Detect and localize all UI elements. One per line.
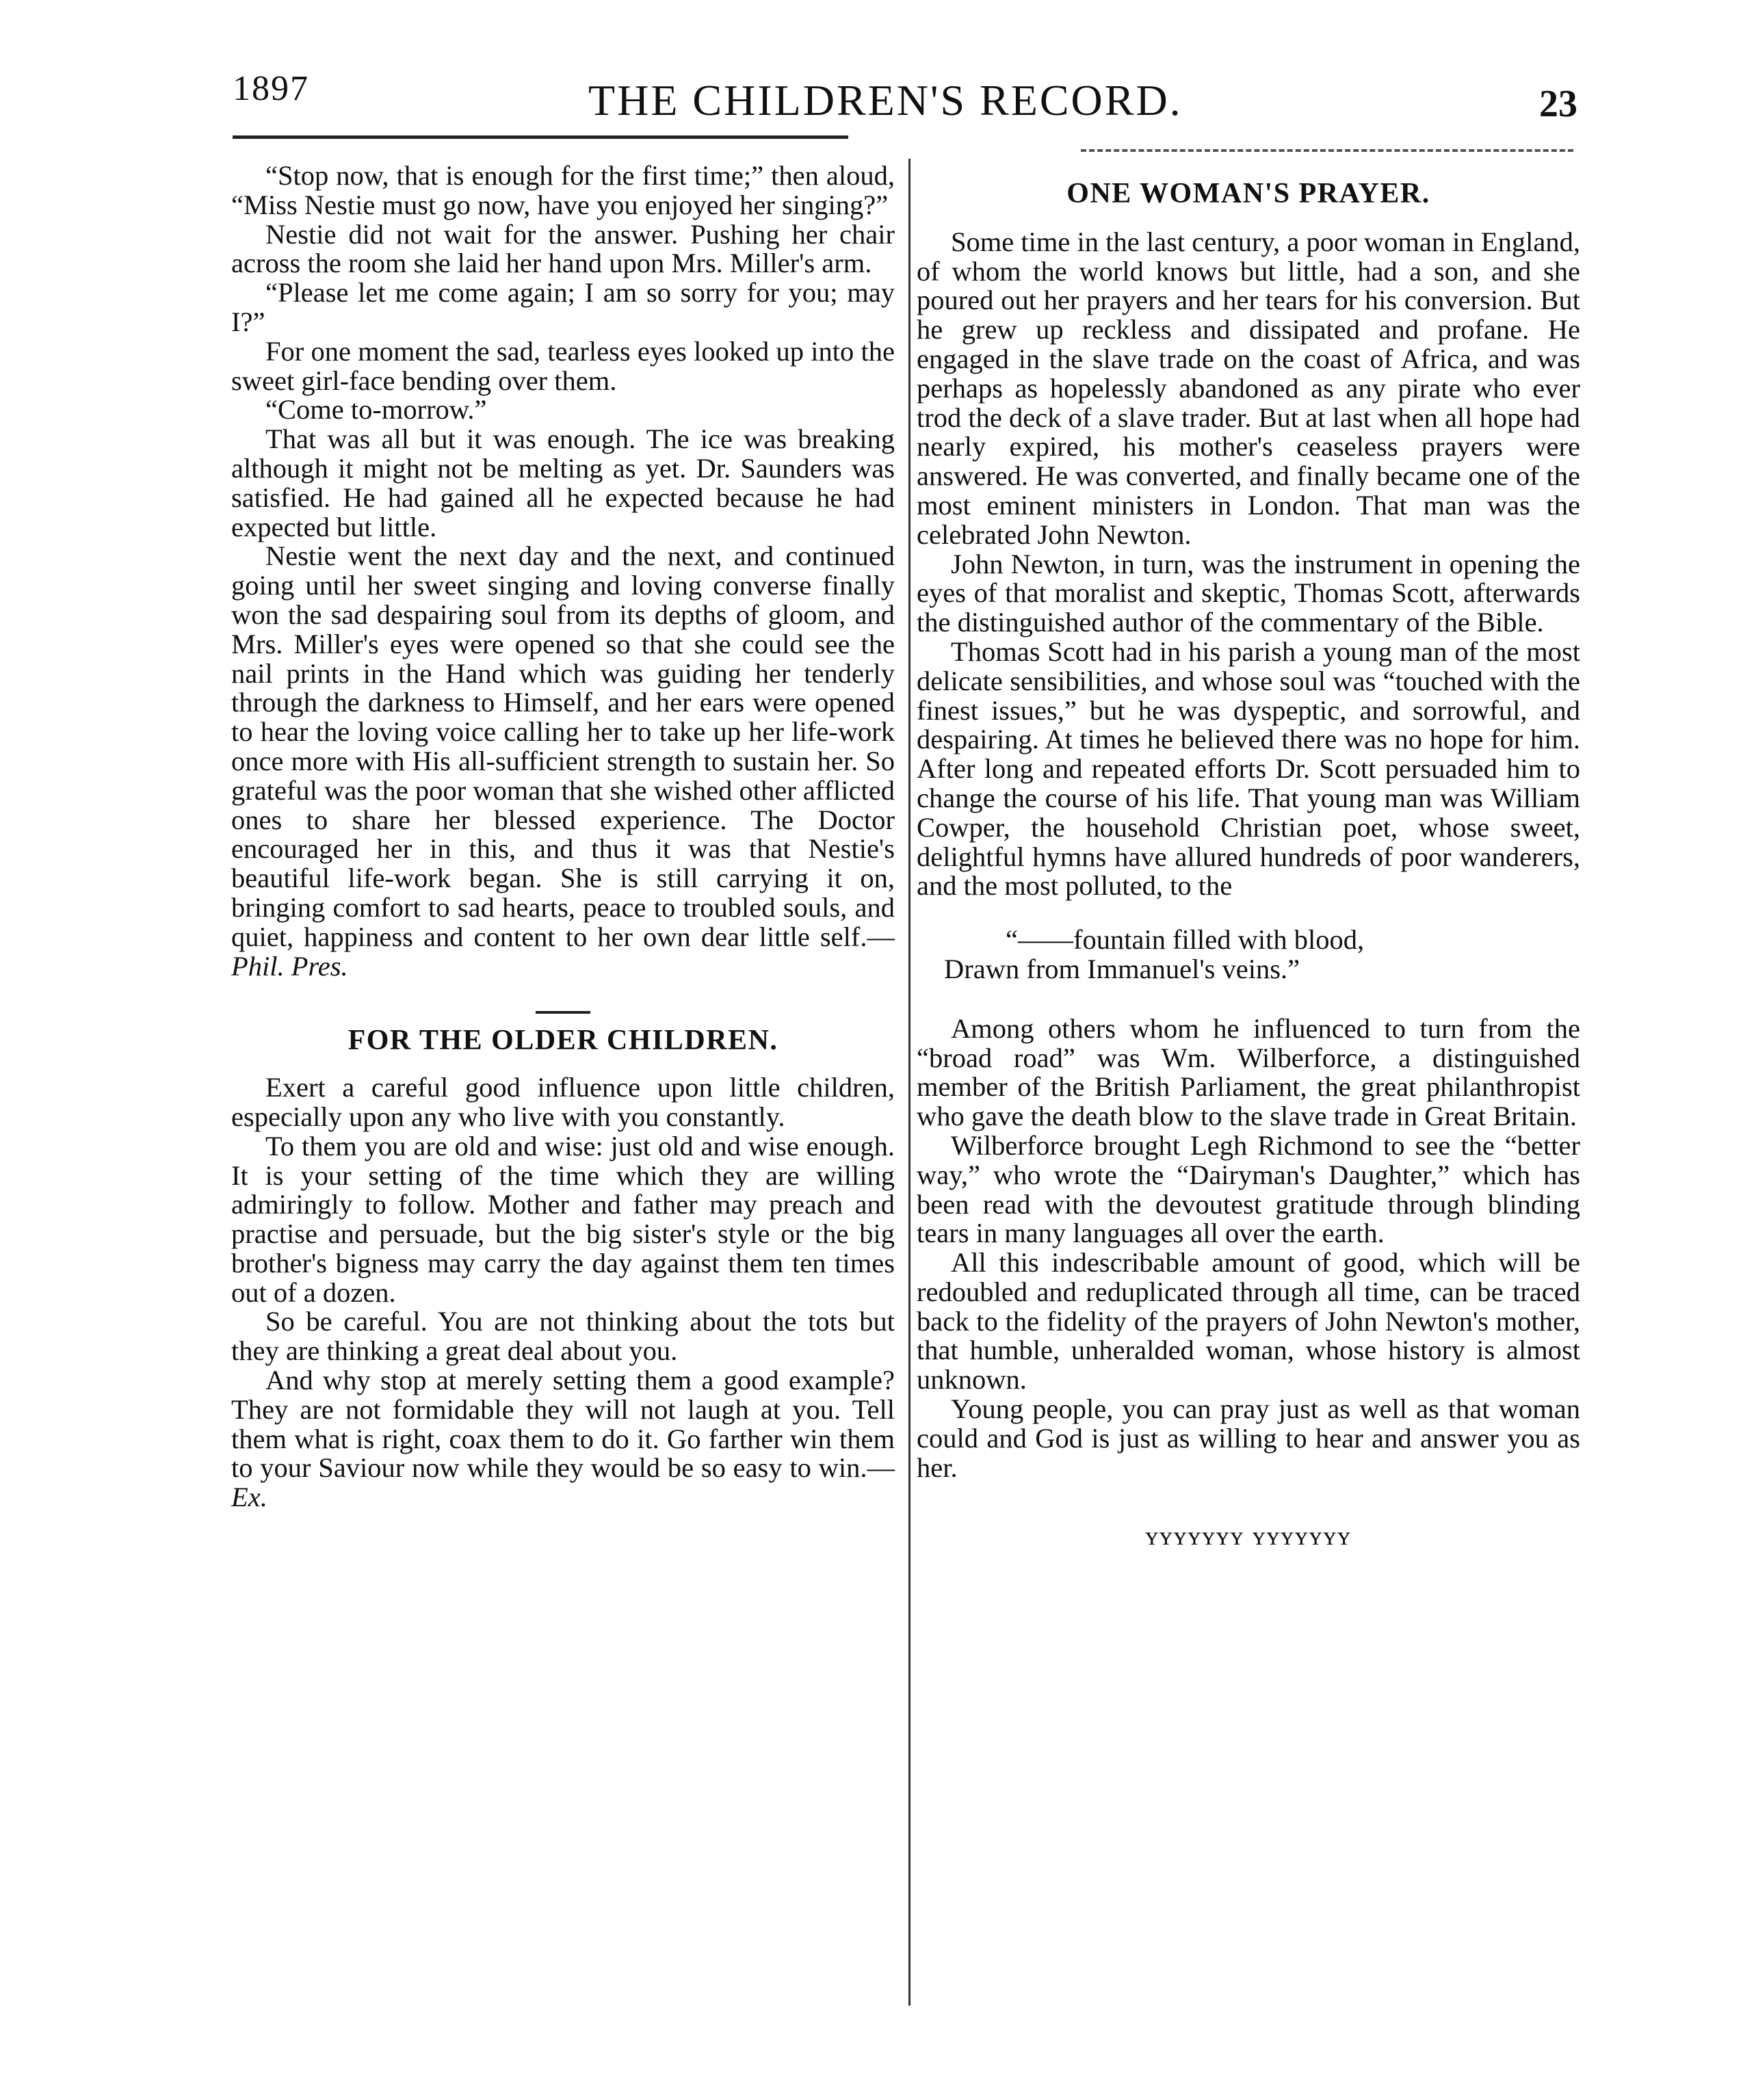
article-paragraph: Wilberforce brought Legh Richmond to see the “better way,” who wrote the “Dairyman's Daughter,” which has been read with the devoutest gratitude through blinding tears in many languages all over the earth. (917, 1129, 1580, 1249)
section-source: Ex. (231, 1482, 267, 1513)
article-paragraph: Young people, you can pray just as well as that woman could and God is just as willing to hear and answer you as her. (917, 1393, 1580, 1483)
section-paragraph: To them you are old and wise: just old and wise enough. It is your setting of the time which they are willing admiringly to follow. Mother and father may preach and practise and persuade, but the big sister's style or the big brother's bigness may carry the day against them ten times out of a dozen. (231, 1130, 895, 1308)
story-paragraph: “Please let me come again; I am so sorry for you; may I?” (231, 277, 895, 337)
right-column (917, 161, 1580, 1551)
header-rule-left (233, 135, 848, 139)
story-paragraph: That was all but it was enough. The ice was breaking although it might not be melting as yet. Dr. Saunders was satisfied. He had gained all he expected because he had expected but little. (231, 423, 895, 542)
page-number: 23 (1539, 83, 1577, 125)
hymn-line-1: “——fountain filled with blood, (1006, 924, 1365, 956)
story-paragraph-final (231, 542, 895, 981)
hymn-quote (917, 926, 1580, 984)
page-year: 1897 (233, 69, 309, 108)
article-paragraph: Among others whom he influenced to turn from the “broad road” was Wm. Wilberforce, a distinguished member of the British Parliament, the great philanthropist who gave the death blow to the slave trade in Great Britain. (917, 1012, 1580, 1132)
article-paragraph: Some time in the last century, a poor woman in England, of whom the world knows but little, had a son, and she poured out her prayers and her tears for his conversion. But he grew up reckless and dissipated and profane. He engaged in the slave trade on the coast of Africa, and was perhaps as hopelessly abandoned as any pirate who ever trod the deck of a slave trader. But at last when all hope had nearly expired, his mother's ceaseless prayers were answered. He was converted, and finally became one of the most eminent ministers in London. That man was the celebrated John Newton. (917, 226, 1580, 550)
column-divider (908, 159, 910, 2006)
article-paragraph: Thomas Scott had in his parish a young man of the most delicate sensibilities, and whose soul was “touched with the finest issues,” but he was dyspeptic, and sorrowful, and despairing. At times he believed there was no hope for him. After long and repeated efforts Dr. Scott persuaded him to change the course of his life. That young man was William Cowper, the household Christian poet, whose sweet, delightful hymns have allured hundreds of poor wanderers, and the most polluted, to the (917, 635, 1580, 902)
section-paragraph-final (231, 1366, 895, 1512)
section-paragraph-text: And why stop at merely setting them a good example? They are not formidable they will not laugh at you. Tell them what is right, coax them to do it. Go farther win them to your Saviour now while they would be so easy to win.— (231, 1365, 895, 1484)
section-separator (536, 1011, 590, 1014)
section-heading-womans-prayer: ONE WOMAN'S PRAYER. (1066, 178, 1430, 209)
publication-title: THE CHILDREN'S RECORD. (588, 76, 1183, 124)
section-paragraph: Exert a careful good influence upon little children, especially upon any who live with you constantly. (231, 1072, 895, 1132)
story-paragraph: For one moment the sad, tearless eyes looked up into the sweet girl-face bending over them. (231, 335, 895, 396)
page-header (0, 0, 1743, 150)
article-paragraph: John Newton, in turn, was the instrument in opening the eyes of that moralist and skeptic, Thomas Scott, afterwards the distinguished author of the commentary of the Bible. (917, 548, 1580, 638)
story-paragraph: Nestie did not wait for the answer. Pushing her chair across the room she laid her hand upon Mrs. Miller's arm. (231, 218, 895, 279)
header-rule-right (1081, 149, 1573, 152)
left-column (231, 161, 895, 1512)
story-paragraph: “Stop now, that is enough for the first time;” then aloud, “Miss Nestie must go now, have you enjoyed her singing?” (231, 160, 895, 220)
article-paragraph: All this indescribable amount of good, which will be redoubled and reduplicated through all time, can be traced back to the fidelity of the prayers of John Newton's mother, that humble, unheralded woman, whose history is almost unknown. (917, 1247, 1580, 1395)
section-paragraph: So be careful. You are not thinking about the tots but they are thinking a great deal about you. (231, 1306, 895, 1367)
story-paragraph: “Come to-morrow.” (265, 394, 487, 425)
section-heading-older-children: FOR THE OLDER CHILDREN. (348, 1025, 778, 1057)
hymn-line-2: Drawn from Immanuel's veins.” (944, 953, 1300, 984)
story-paragraph-text: Nestie went the next day and the next, and continued going until her sweet singing and loving converse finally won the sad despairing soul from its depths of gloom, and Mrs. Miller's eyes were opened so that she could see the nail prints in the Hand which was guiding her tenderly through the darkness to Himself, and her ears were opened to hear the loving voice calling her to take up her life-work once more with His all-sufficient strength to sustain her. So grateful was the poor woman that she wished other afflicted ones to share her blessed experience. The Doctor encouraged her in this, and thus it was that Nestie's beautiful life-work began. She is still carrying it on, bringing comfort to sad hearts, peace to troubled souls, and quiet, happiness and content to her own dear little self.— (231, 540, 895, 952)
decorative-ornament: ʏʏʏʏʏʏʏ ʏʏʏʏʏʏʏ (1145, 1522, 1352, 1551)
story-source: Phil. Pres. (231, 950, 348, 982)
